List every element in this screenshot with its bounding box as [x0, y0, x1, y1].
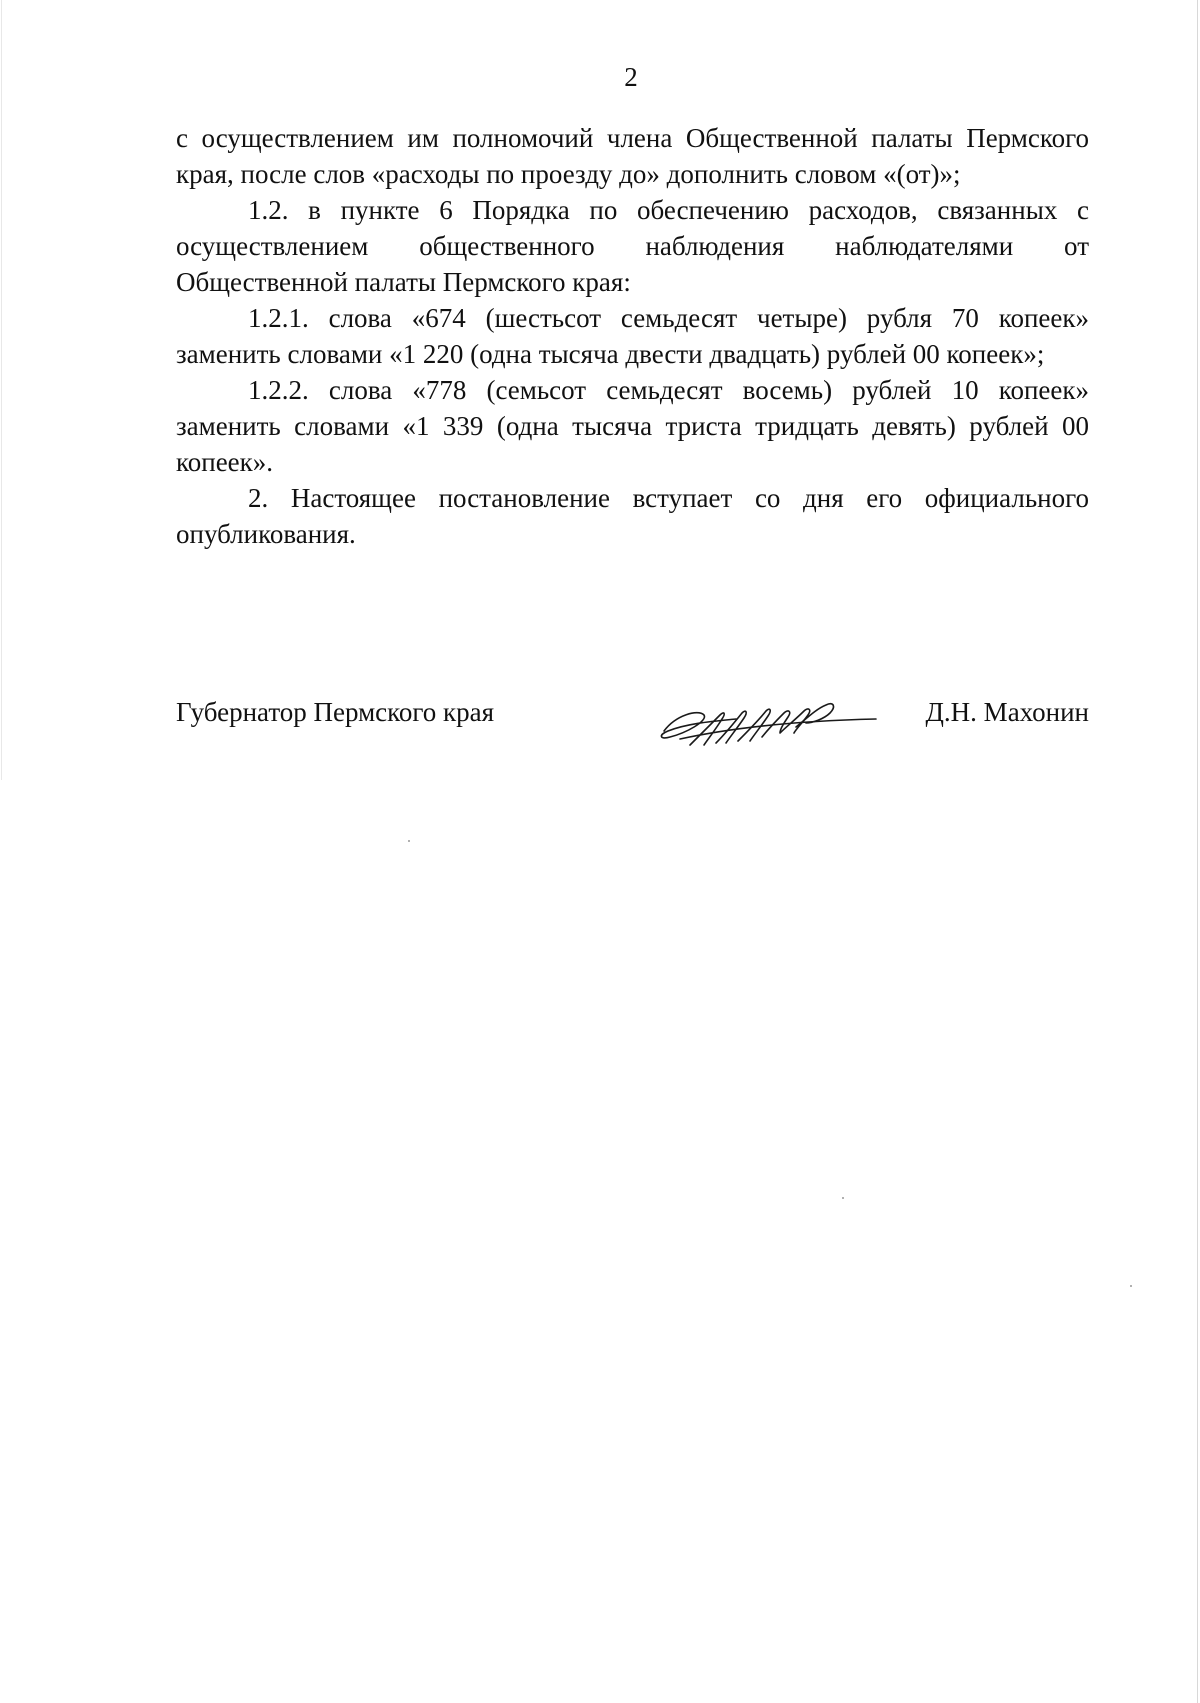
scan-edge-left [1, 0, 2, 780]
scan-edge-right [1197, 0, 1198, 1703]
page-number: 2 [624, 62, 638, 92]
signature-block [176, 697, 1089, 747]
scan-speck [408, 840, 410, 842]
handwritten-signature-icon [646, 679, 896, 759]
scan-speck [842, 1197, 844, 1199]
paragraph-item-2: 2. Настоящее постановление вступает со дня его официального опубликования. [176, 483, 1089, 549]
signer-name: Д.Н. Махонин [925, 697, 1089, 727]
signer-position: Губернатор Пермского края [176, 697, 495, 727]
document-body [176, 120, 1089, 552]
paragraph-item-1-2-2: 1.2.2. слова «778 (семьсот семьдесят восемь) рублей 10 копеек» заменить словами «1 339 (одна тысяча триста тридцать девять) рублей 00 копеек». [176, 375, 1089, 477]
paragraph-item-1-2-1: 1.2.1. слова «674 (шестьсот семьдесят четыре) рубля 70 копеек» заменить словами «1 220 (одна тысяча двести двадцать) рублей 00 копеек»; [176, 303, 1089, 369]
paragraph-continuation: с осуществлением им полномочий члена Общественной палаты Пермского края, после слов «расходы по проезду до» дополнить словом «(от)»; [176, 123, 1089, 189]
paragraph-item-1-2: 1.2. в пункте 6 Порядка по обеспечению расходов, связанных с осуществлением общественного наблюдения наблюдателями от Общественной палаты Пермского края: [176, 195, 1089, 297]
scan-speck [1130, 1285, 1132, 1287]
